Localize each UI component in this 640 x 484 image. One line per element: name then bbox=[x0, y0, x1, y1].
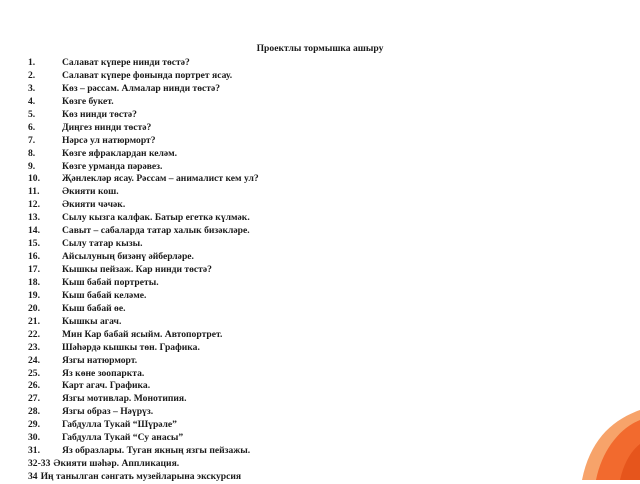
list-item-number: 10. bbox=[28, 173, 40, 185]
list-item bbox=[28, 445, 259, 458]
list-item bbox=[28, 264, 259, 277]
list-item-number: 3. bbox=[28, 82, 36, 94]
list-item-text: Язгы натюрморт. bbox=[62, 354, 138, 366]
list-item bbox=[28, 122, 259, 135]
list-item-number: 31. bbox=[28, 445, 40, 457]
list-item-text: Карт агач. Графика. bbox=[62, 380, 151, 392]
list-item bbox=[28, 471, 259, 484]
list-item-number: 34 bbox=[28, 471, 38, 482]
list-item-number: 18. bbox=[28, 276, 40, 288]
list-item bbox=[28, 212, 259, 225]
list-item-text: Әкияти чәчәк. bbox=[62, 199, 126, 211]
list-item-text: Көзге урманда пәрәвез. bbox=[62, 160, 163, 172]
list-item bbox=[28, 109, 259, 122]
list-item-number: 7. bbox=[28, 134, 36, 146]
list-item bbox=[28, 148, 259, 161]
list-item-number: 23. bbox=[28, 341, 40, 353]
list-item-number: 27. bbox=[28, 393, 40, 405]
list-item-text: Көзге букет. bbox=[62, 95, 114, 107]
list-item bbox=[28, 199, 259, 212]
list-item-number: 4. bbox=[28, 95, 36, 107]
list-item-text: Кыш бабай келәме. bbox=[62, 289, 147, 301]
list-item-number: 8. bbox=[28, 147, 36, 159]
list-item bbox=[28, 251, 259, 264]
list-item bbox=[28, 290, 259, 303]
list-item-number: 1. bbox=[28, 57, 36, 68]
list-item-text: Шәһәрдә кышкы төн. Графика. bbox=[62, 341, 200, 353]
list-item bbox=[28, 83, 259, 96]
list-item-text: Әкияти шәһәр. Аппликация. bbox=[53, 458, 180, 470]
list-item-number: 26. bbox=[28, 380, 40, 392]
list-item-number: 21. bbox=[28, 315, 40, 327]
list-item-text: Савыт – сабаларда татар халык бизәкләре. bbox=[62, 225, 250, 237]
list-item bbox=[28, 70, 259, 83]
list-item-text: Көз нинди төстә? bbox=[62, 108, 137, 120]
list-item-number: 15. bbox=[28, 238, 40, 250]
list-item-text: Әкияти кош. bbox=[62, 186, 119, 198]
list-item-text: Иң танылган сәнгать музейларына экскурсия bbox=[40, 471, 242, 482]
list-item-text: Габдулла Тукай “Су анасы” bbox=[62, 432, 184, 444]
project-list bbox=[28, 57, 259, 484]
list-item-text: Кышкы агач. bbox=[62, 315, 122, 327]
list-item-text: Язгы мотивлар. Монотипия. bbox=[62, 393, 187, 405]
list-item bbox=[28, 238, 259, 251]
list-item-number: 6. bbox=[28, 121, 36, 133]
list-item-number: 14. bbox=[28, 225, 40, 237]
list-item-text: Көз – рәссам. Алмалар нинди төстә? bbox=[62, 82, 221, 94]
list-item-text: Кышкы пейзаж. Кар нинди төстә? bbox=[62, 264, 212, 275]
list-item bbox=[28, 458, 259, 471]
list-item-text: Салават күпере нинди төстә? bbox=[62, 57, 190, 68]
list-item bbox=[28, 277, 259, 290]
list-item-number: 16. bbox=[28, 251, 40, 263]
list-item-number: 5. bbox=[28, 108, 36, 120]
list-item-text: Яз образлары. Туган якның язгы пейзажы. bbox=[62, 445, 251, 457]
list-item-number: 28. bbox=[28, 406, 40, 418]
list-item-text: Язгы образ – Нәүрүз. bbox=[62, 406, 154, 418]
list-item bbox=[28, 303, 259, 316]
list-item-number: 22. bbox=[28, 328, 40, 340]
list-item bbox=[28, 329, 259, 342]
list-item-text: Мин Кар бабай ясыйм. Автопортрет. bbox=[62, 328, 223, 340]
list-item-number: 13. bbox=[28, 212, 40, 224]
orange-corner-decoration bbox=[520, 380, 640, 480]
list-item-text: Габдулла Тукай “Шүрәле” bbox=[62, 419, 177, 431]
list-item-text: Җәнлекләр ясау. Рәссам – анималист кем ул? bbox=[62, 173, 259, 185]
list-item-number: 32-33 bbox=[28, 458, 51, 470]
list-item-text: Сылу кызга калфак. Батыр егеткә күлмәк. bbox=[62, 212, 250, 224]
list-item bbox=[28, 406, 259, 419]
list-item bbox=[28, 173, 259, 186]
document-title: Проектлы тормышка ашыру bbox=[256, 43, 384, 54]
list-item-text: Яз көне зоопаркта. bbox=[62, 367, 145, 379]
list-item bbox=[28, 186, 259, 199]
list-item bbox=[28, 135, 259, 148]
list-item bbox=[28, 225, 259, 238]
list-item-text: Кыш бабай портреты. bbox=[62, 276, 159, 288]
list-item-text: Кыш бабай өе. bbox=[62, 302, 126, 314]
list-item bbox=[28, 393, 259, 406]
list-item-number: 9. bbox=[28, 160, 36, 172]
list-item bbox=[28, 316, 259, 329]
list-item bbox=[28, 342, 259, 355]
list-item-number: 11. bbox=[28, 186, 40, 198]
list-item-number: 19. bbox=[28, 289, 40, 301]
list-item bbox=[28, 368, 259, 381]
list-item-text: Көзге яфраклардан келәм. bbox=[62, 147, 178, 159]
list-item-number: 29. bbox=[28, 419, 40, 431]
list-item-text: Айсылуның бизәнү әйберләре. bbox=[62, 251, 194, 263]
list-item bbox=[28, 380, 259, 393]
list-item bbox=[28, 96, 259, 109]
list-item-text: Сылу татар кызы. bbox=[62, 238, 143, 250]
list-item-text: Диңгез нинди төстә? bbox=[62, 121, 152, 133]
list-item bbox=[28, 419, 259, 432]
list-item-number: 17. bbox=[28, 264, 40, 275]
list-item bbox=[28, 161, 259, 174]
list-item-number: 30. bbox=[28, 432, 40, 444]
list-item bbox=[28, 57, 259, 70]
list-item-number: 2. bbox=[28, 69, 36, 81]
list-item-number: 24. bbox=[28, 354, 40, 366]
list-item-text: Салават күпере фонында портрет ясау. bbox=[62, 69, 233, 81]
list-item bbox=[28, 432, 259, 445]
list-item-number: 12. bbox=[28, 199, 40, 211]
list-item-text: Нәрсә ул натюрморт? bbox=[62, 134, 156, 146]
list-item-number: 20. bbox=[28, 302, 40, 314]
list-item-number: 25. bbox=[28, 367, 40, 379]
list-item bbox=[28, 355, 259, 368]
